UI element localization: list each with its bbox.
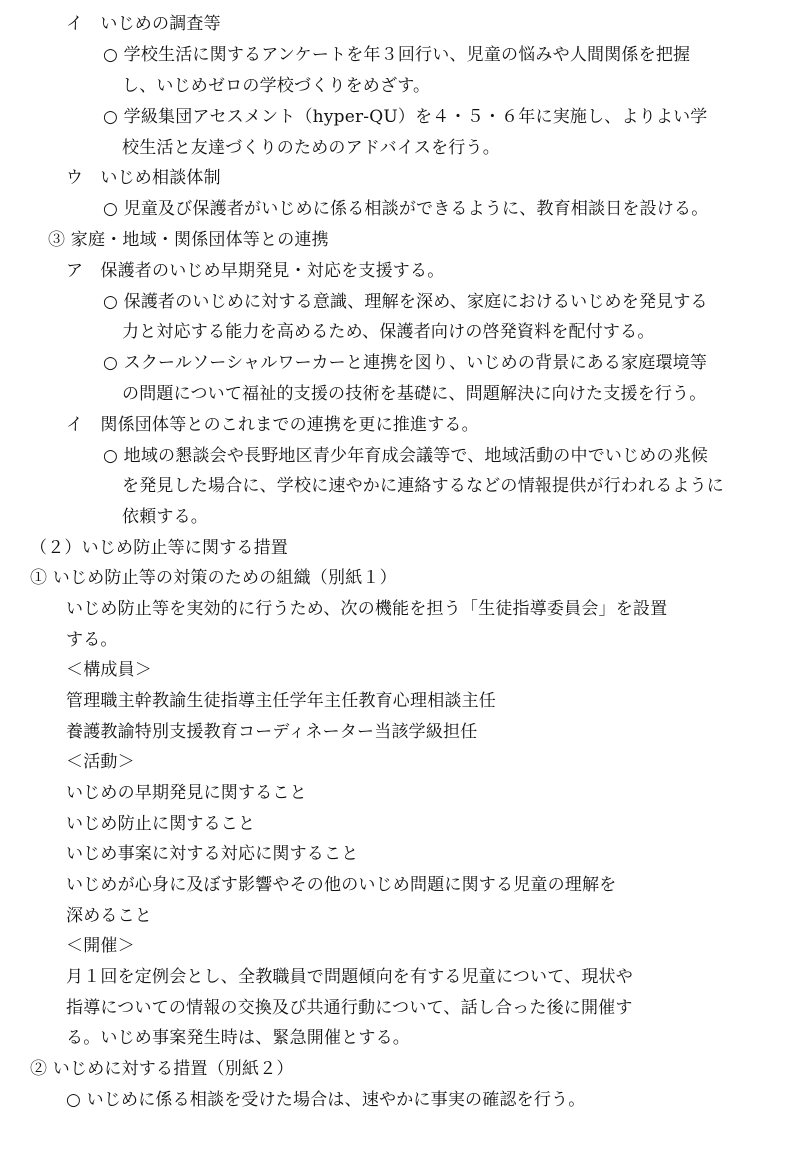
para-committee: いじめ防止等を実効的に行うため、次の機能を担う「生徒指導委員会」を設置 [66,599,668,619]
section-2-prevention-measures: （２）いじめ防止等に関する措置 [30,538,288,558]
label-meetings: ＜開催＞ [66,936,135,956]
heading-u-consultation: ウ いじめ相談体制 [66,168,221,188]
heading-i-related-groups: イ 関係団体等とのこれまでの連携を更に推進する。 [66,415,479,435]
heading-3-cooperation: ③ 家庭・地域・関係団体等との連携 [48,230,329,250]
heading-1-organization: ① いじめ防止等の対策のための組織（別紙１） [30,568,397,588]
bullet-consultation-day: ○ 児童及び保護者がいじめに係る相談ができるように、教育相談日を設ける。 [103,199,709,219]
activity-early-detection: いじめの早期発見に関すること [66,783,307,803]
meetings-line-3: る。いじめ事案発生時は、緊急開催とする。 [66,1028,410,1048]
label-activities: ＜活動＞ [66,752,135,772]
activity-understanding-cont: 深めること [66,906,152,926]
meetings-line-1: 月１回を定例会とし、全教職員で問題傾向を有する児童について、現状や [66,967,633,987]
bullet-social-worker: ○ スクールソーシャルワーカーと連携を図り、いじめの背景にある家庭環境等 [103,353,708,373]
bullet-community-meetings-cont: を発見した場合に、学校に速やかに連絡するなどの情報提供が行われるように [122,476,724,496]
bullet-social-worker-cont: の問題について福祉的支援の技術を基礎に、問題解決に向けた支援を行う。 [122,384,707,404]
members-line-2: 養護教諭特別支援教育コーディネーター当該学級担任 [66,722,478,742]
heading-i-bullying-survey: イ いじめの調査等 [66,14,221,34]
activity-understanding: いじめが心身に及ぼす影響やその他のいじめ問題に関する児童の理解を [66,875,617,895]
bullet-questionnaire-cont: し、いじめゼロの学校づくりをめざす。 [122,76,431,96]
meetings-line-2: 指導についての情報の交換及び共通行動について、話し合った後に開催す [66,998,633,1018]
bullet-community-meetings: ○ 地域の懇談会や長野地区青少年育成会議等で、地域活動の中でいじめの兆候 [103,446,709,466]
heading-2-response-measures: ② いじめに対する措置（別紙２） [30,1059,294,1079]
bullet-guardian-awareness: ○ 保護者のいじめに対する意識、理解を深め、家庭におけるいじめを発見する [103,292,708,312]
label-members: ＜構成員＞ [66,660,152,680]
bullet-guardian-awareness-cont: 力と対応する能力を高めるため、保護者向けの啓発資料を配付する。 [122,322,655,342]
members-line-1: 管理職主幹教諭生徒指導主任学年主任教育心理相談主任 [66,691,496,711]
para-committee-cont: する。 [66,630,118,650]
heading-a-guardian-support: ア 保護者のいじめ早期発見・対応を支援する。 [66,261,445,281]
activity-prevention: いじめ防止に関すること [66,814,256,834]
activity-case-response: いじめ事案に対する対応に関すること [66,844,359,864]
bullet-class-assessment-cont: 校生活と友達づくりのためのアドバイスを行う。 [122,138,500,158]
bullet-class-assessment: ○ 学級集団アセスメント（hyper-QU）を４・５・６年に実施し、よりよい学 [103,107,708,127]
bullet-community-meetings-end: 依頼する。 [122,507,208,527]
bullet-questionnaire: ○ 学校生活に関するアンケートを年３回行い、児童の悩みや人間関係を把握 [103,45,691,65]
bullet-fact-check: ○ いじめに係る相談を受けた場合は、速やかに事実の確認を行う。 [66,1090,586,1110]
